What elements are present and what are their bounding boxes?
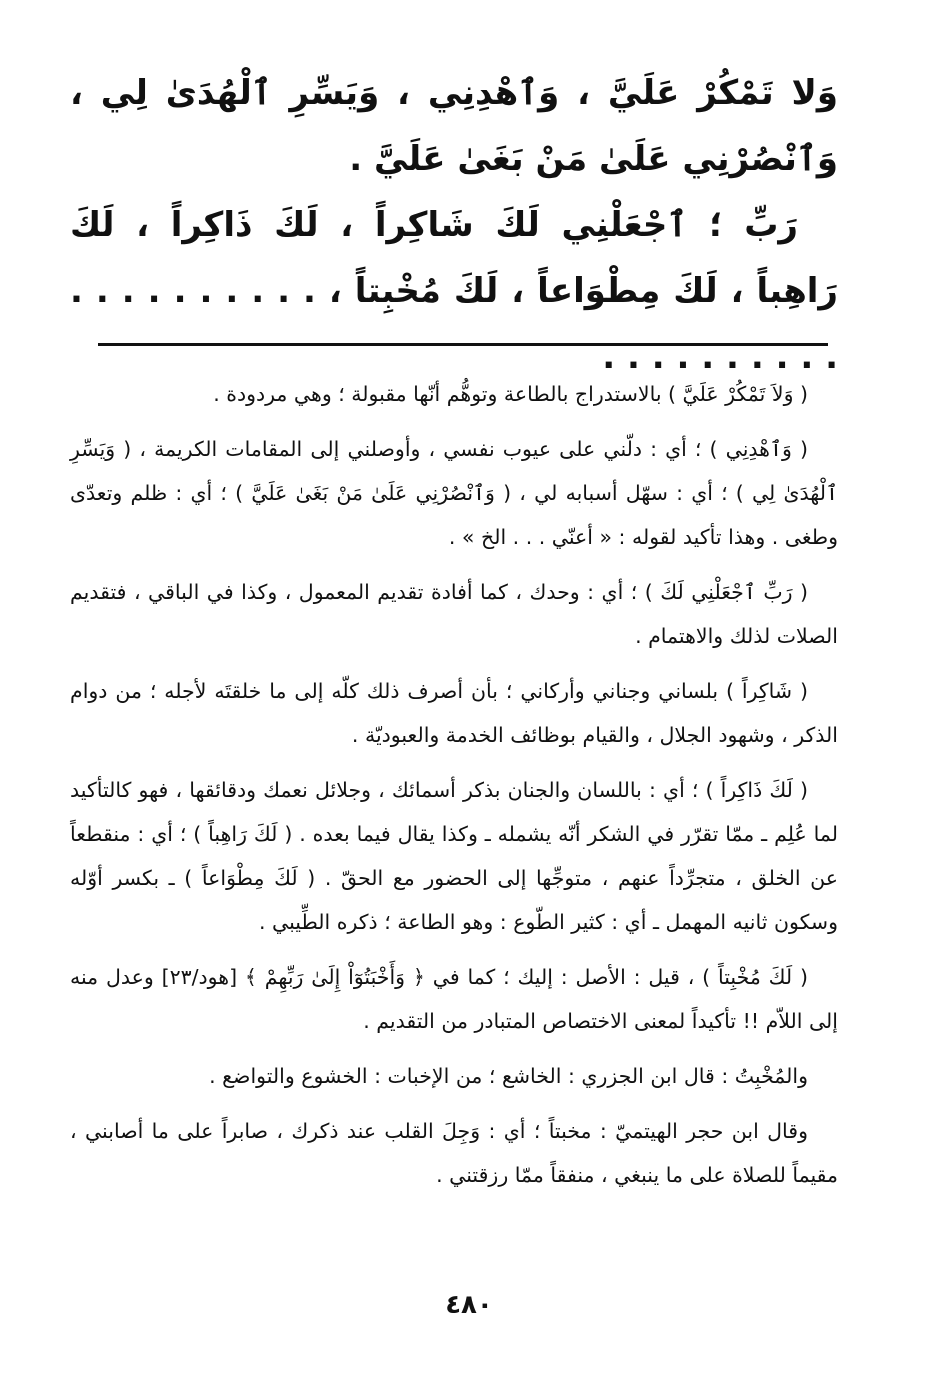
main-paragraph-2: رَبِّ ؛ ٱجْعَلْنِي لَكَ شَاكِراً ، لَكَ ذَاكِراً ، لَكَ رَاهِباً ، لَكَ مِطْوَاعاً ، لَكَ مُخْبِتاً ، . . . . . . . . . . . . . . . . . . . . bbox=[70, 205, 838, 377]
commentary-notes bbox=[70, 372, 838, 1208]
main-text-block bbox=[70, 60, 838, 390]
note-paragraph: ( لَكَ ذَاكِراً ) ؛ أي : باللسان والجنان بذكر أسمائك ، وجلائل نعمك ودقائقها ، فهو كالتأكيد لما عُلِم ـ ممّا تقرّر في الشكر أنّه يشمله ـ وكذا يقال فيما بعده . ( لَكَ رَاهِباً ) ؛ أي : منقطعاً عن الخلق ، متجرِّداً عنهم ، متوجِّها إلى الحضور مع الحقّ . ( لَكَ مِطْوَاعاً ) ـ بكسر أوّله وسكون ثانيه المهمل ـ أي : كثير الطّوع : وهو الطاعة ؛ ذكره الطِّيبي . bbox=[70, 778, 838, 934]
note-paragraph: ( رَبِّ ٱجْعَلْنِي لَكَ ) ؛ أي : وحدك ، كما أفادة تقديم المعمول ، وكذا في الباقي ، فتقديم الصلات لذلك والاهتمام . bbox=[70, 580, 838, 648]
note-paragraph: والمُخْبِتُ : قال ابن الجزري : الخاشع ؛ من الإخبات : الخشوع والتواضع . bbox=[209, 1064, 808, 1088]
note-paragraph: وقال ابن حجر الهيتميّ : مخبتاً ؛ أي : وَجِلَ القلب عند ذكرك ، صابراً على ما أصابني ، مقيماً للصلاة على ما ينبغي ، منفقاً ممّا رزقتني . bbox=[70, 1119, 838, 1187]
footnote-separator-line bbox=[98, 343, 828, 346]
main-paragraph-1: وَلا تَمْكُرْ عَلَيَّ ، وَٱهْدِنِي ، وَيَسِّرِ ٱلْهُدَىٰ لِي ، وَٱنْصُرْنِي عَلَىٰ مَنْ بَغَىٰ عَلَيَّ . bbox=[70, 73, 838, 179]
note-paragraph: ( وَٱهْدِنِي ) ؛ أي : دلّني على عيوب نفسي ، وأوصلني إلى المقامات الكريمة ، ( وَيَسِّرِ ٱلْهُدَىٰ لِي ) ؛ أي : سهّل أسبابه لي ، ( وَٱنْصُرْنِي عَلَىٰ مَنْ بَغَىٰ عَلَيَّ ) ؛ أي : ظلم وتعدّى وطغى . وهذا تأكيد لقوله : « أعنّي . . . الخ » . bbox=[70, 437, 838, 549]
note-paragraph: ( شَاكِراً ) بلساني وجناني وأركاني ؛ بأن أصرف ذلك كلّه إلى ما خلقتَه لأجله ؛ من دوام الذكر ، وشهود الجلال ، والقيام بوظائف الخدمة والعبوديّة . bbox=[70, 679, 838, 747]
note-paragraph: ( لَكَ مُخْبِتاً ) ، قيل : الأصل : إليك ؛ كما في ﴿ وَأَخْبَتُوٓاْ إِلَىٰ رَبِّهِمْ ﴾ [هود/٢٣] وعدل منه إلى اللاّم !! تأكيداً لمعنى الاختصاص المتبادر من التقديم . bbox=[70, 965, 838, 1033]
note-paragraph: ( وَلاَ تَمْكُرْ عَلَيَّ ) بالاستدراج بالطاعة وتوهُّم أنّها مقبولة ؛ وهي مردودة . bbox=[213, 382, 808, 406]
page-number: ٤٨٠ bbox=[445, 1290, 493, 1320]
